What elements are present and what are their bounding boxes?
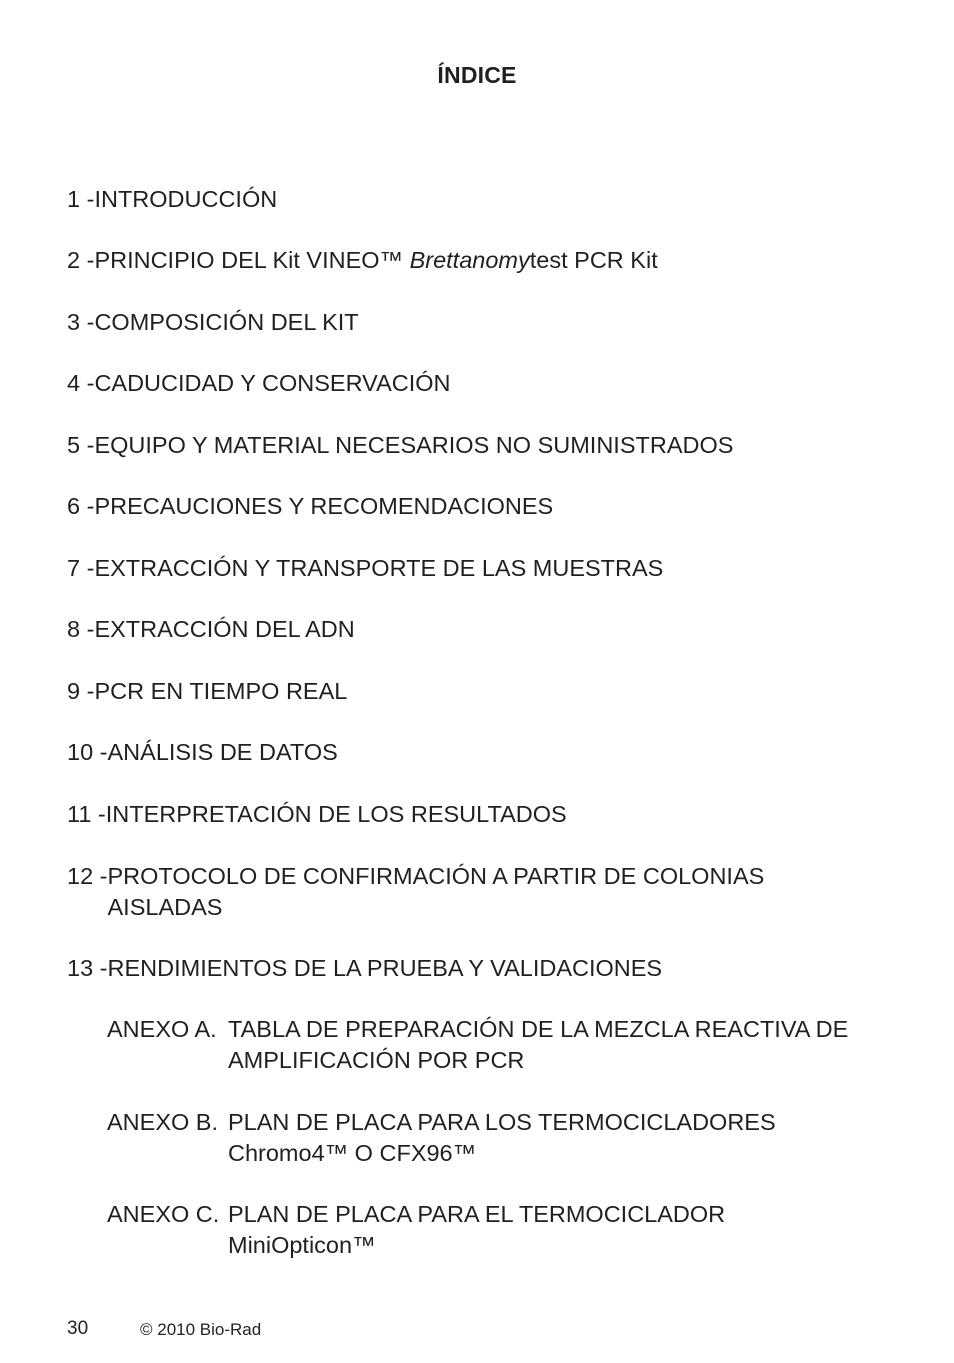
annex-text [228, 1014, 848, 1076]
toc-entry-text: PRECAUCIONES Y RECOMENDACIONES [94, 493, 554, 519]
toc-annex-b [107, 1107, 776, 1169]
annex-label: ANEXO A. [107, 1016, 217, 1042]
annex-label: ANEXO B. [107, 1109, 219, 1135]
toc-entry-number: 2 - [67, 247, 95, 273]
toc-entry-text: INTRODUCCIÓN [94, 186, 278, 212]
toc-entry-text-line2: AISLADAS [107, 894, 223, 920]
toc-entry-4 [67, 368, 451, 399]
toc-entry-number: 12 - [67, 863, 108, 889]
toc-entry-number: 1 - [67, 186, 95, 212]
toc-entry-text: RENDIMIENTOS DE LA PRUEBA Y VALIDACIONES [107, 955, 663, 981]
copyright-notice: © 2010 Bio-Rad [140, 1320, 262, 1339]
toc-entry-text [108, 861, 765, 923]
annex-label: ANEXO C. [107, 1201, 220, 1227]
annex-text-line2: MiniOpticon™ [228, 1232, 376, 1258]
toc-entry-11 [67, 799, 567, 830]
toc-entry-8 [67, 614, 355, 645]
toc-entry-number: 13 - [67, 955, 108, 981]
annex-text-line2: Chromo4™ O CFX96™ [228, 1140, 477, 1166]
annex-text-line2: AMPLIFICACIÓN POR PCR [228, 1047, 525, 1073]
toc-annex-c [107, 1199, 725, 1261]
toc-entry-13 [67, 953, 662, 984]
toc-entry-number: 4 - [67, 370, 95, 396]
toc-entry-1 [67, 184, 277, 215]
toc-entry-text-post: test PCR Kit [529, 247, 658, 273]
annex-text-line1: PLAN DE PLACA PARA LOS TERMOCICLADORES [228, 1109, 776, 1135]
toc-entry-text-line1: PROTOCOLO DE CONFIRMACIÓN A PARTIR DE COLONIAS [107, 863, 765, 889]
annex-text [228, 1199, 725, 1261]
toc-entry-5 [67, 430, 733, 461]
toc-entry-text: EQUIPO Y MATERIAL NECESARIOS NO SUMINISTRADOS [94, 432, 734, 458]
toc-entry-text: COMPOSICIÓN DEL KIT [94, 309, 359, 335]
toc-entry-10 [67, 737, 338, 768]
toc-entry-3 [67, 307, 359, 338]
toc-entry-number: 7 - [67, 555, 95, 581]
page-title: ÍNDICE [437, 62, 517, 88]
page-number: 30 [67, 1318, 89, 1339]
toc-entry-number: 6 - [67, 493, 95, 519]
toc-annex-a [107, 1014, 848, 1076]
toc-entry-number: 10 - [67, 739, 108, 765]
annex-text [228, 1107, 776, 1169]
annex-text-line1: TABLA DE PREPARACIÓN DE LA MEZCLA REACTIVA DE [228, 1016, 849, 1042]
toc-entry-text: CADUCIDAD Y CONSERVACIÓN [94, 370, 451, 396]
toc-entry-number: 3 - [67, 309, 95, 335]
toc-entry-12 [67, 861, 764, 923]
toc-entry-text: EXTRACCIÓN DEL ADN [94, 616, 355, 642]
toc-entry-number: 11 - [67, 801, 106, 827]
toc-entry-text-italic: Brettanomy [409, 247, 530, 273]
toc-entry-7 [67, 553, 663, 584]
toc-entry-number: 8 - [67, 616, 95, 642]
toc-entry-number: 5 - [67, 432, 95, 458]
page-footer [67, 1318, 262, 1340]
annex-text-line1: PLAN DE PLACA PARA EL TERMOCICLADOR [228, 1201, 726, 1227]
toc-entry-text: EXTRACCIÓN Y TRANSPORTE DE LAS MUESTRAS [94, 555, 664, 581]
toc-entry-text [94, 245, 657, 276]
toc-entry-6 [67, 491, 553, 522]
toc-entry-text-pre: PRINCIPIO DEL Kit VINEO™ [94, 247, 410, 273]
toc-entry-9 [67, 676, 347, 707]
toc-entry-text: INTERPRETACIÓN DE LOS RESULTADOS [105, 801, 567, 827]
toc-entry-text: ANÁLISIS DE DATOS [107, 739, 338, 765]
toc-entry-number: 9 - [67, 678, 95, 704]
toc-entry-2 [67, 245, 658, 276]
toc-entry-text: PCR EN TIEMPO REAL [94, 678, 348, 704]
